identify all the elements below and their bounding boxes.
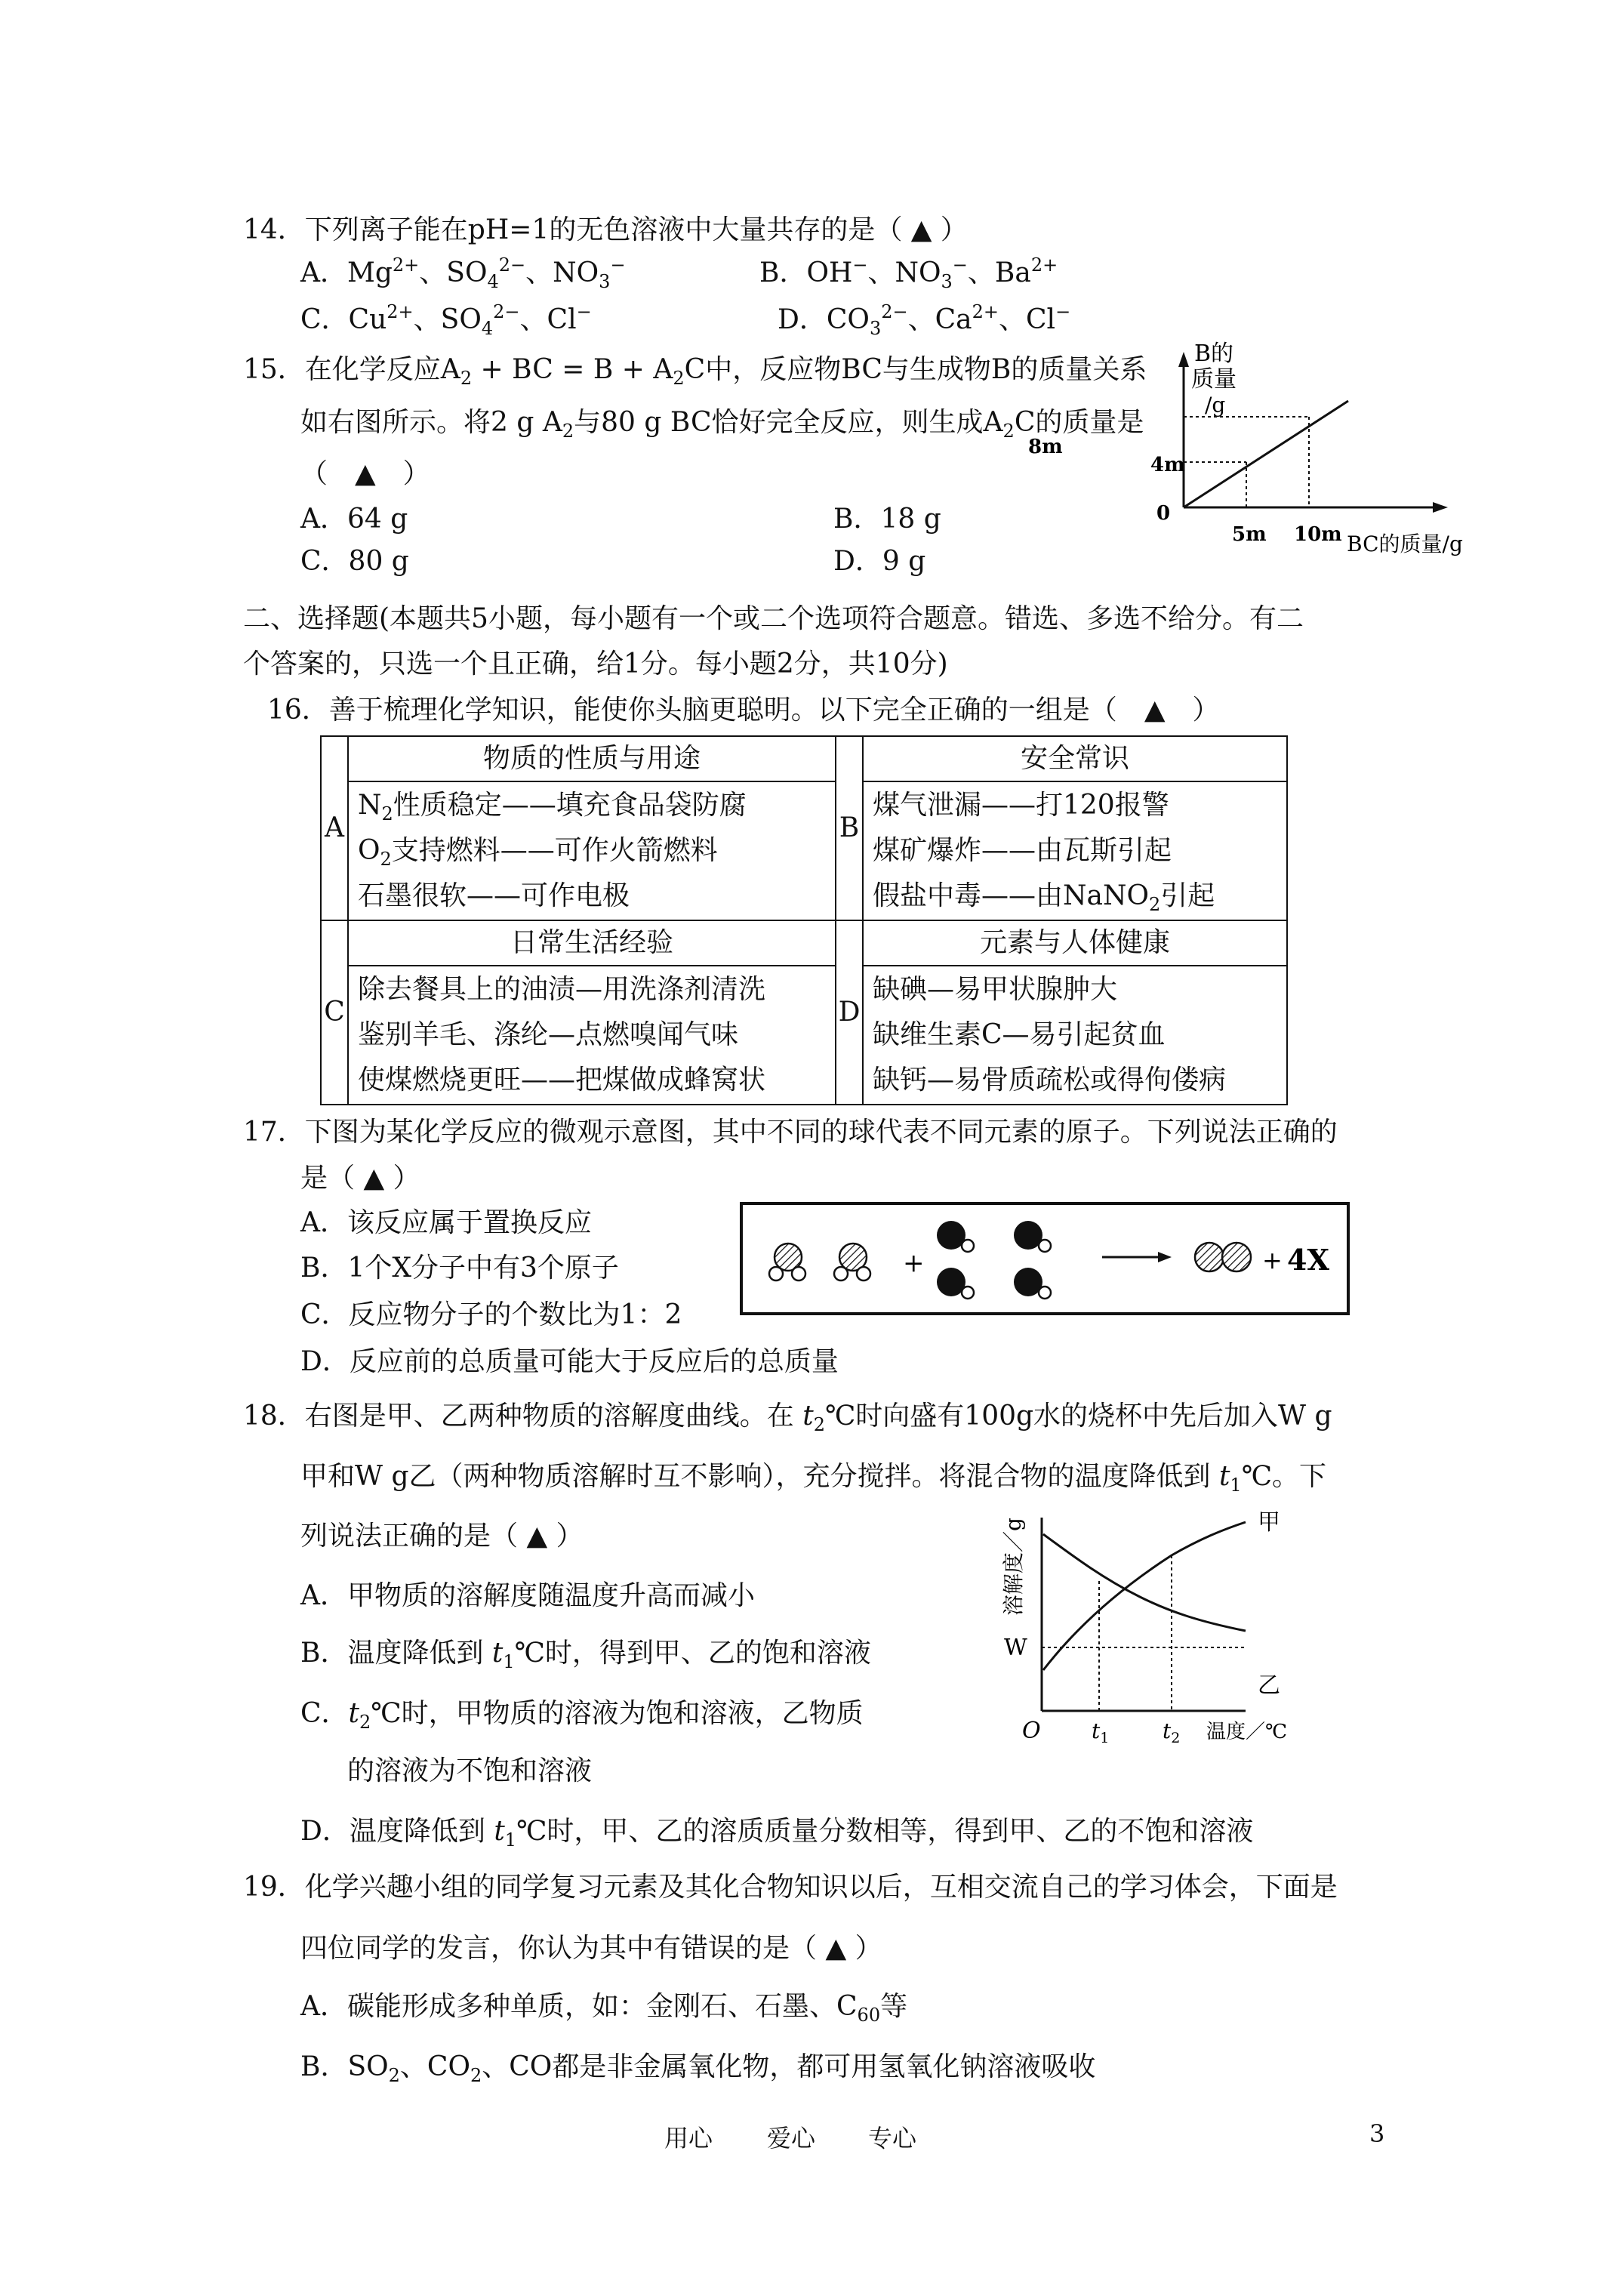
q19-option-b: B．$SO_2$、$CO_2$、CO都是非金属氧化物，都可用氢氧化钠溶液吸收 bbox=[300, 2051, 1096, 2086]
q17-option-b: B．1个X分子中有3个原子 bbox=[300, 1253, 619, 1284]
q14-option-a: A．$Mg^{2+}$、$SO_4^{2-}$、$NO_3^-$ bbox=[300, 254, 626, 292]
q17-molecule-reactant-1 bbox=[769, 1244, 805, 1281]
q17-molecule-reactant-3 bbox=[937, 1221, 974, 1252]
q15-origin: 0 bbox=[1156, 502, 1171, 525]
q15-tick-5m: 5m bbox=[1232, 523, 1267, 546]
q18-origin: O bbox=[1022, 1718, 1041, 1744]
q15-y-arrow bbox=[1178, 352, 1189, 367]
q16-a-line1: $N_2$性质稳定——填充食品袋防腐 bbox=[358, 790, 747, 824]
q16-body-c bbox=[348, 966, 836, 1105]
q15-y-label-2: 质量 bbox=[1191, 366, 1236, 393]
q15-x-arrow bbox=[1433, 502, 1448, 513]
q18-option-d: D．温度降低到 $t_1℃$时，甲、乙的溶质质量分数相等，得到甲、乙的不饱和溶液 bbox=[300, 1816, 1254, 1851]
q18-option-c-cont: 的溶液为不饱和溶液 bbox=[347, 1755, 593, 1786]
q17-molecule-product bbox=[1195, 1243, 1251, 1271]
q16-b-line3: 假盐中毒——由NaNO$_2$引起 bbox=[873, 880, 1215, 915]
q16-b-line1: 煤气泄漏——打120报警 bbox=[873, 790, 1169, 821]
q17-option-a: A．该反应属于置换反应 bbox=[300, 1207, 593, 1238]
q18-label-jia: 甲 bbox=[1258, 1509, 1280, 1536]
q15-x-label: BC的质量/g bbox=[1347, 532, 1463, 556]
q16-a-line3: 石墨很软——可作电极 bbox=[358, 880, 630, 911]
q18-option-a: A．甲物质的溶解度随温度升高而减小 bbox=[300, 1580, 756, 1611]
q15-stem-line2: 如右图所示。将2 g $A_2$与80 g BC恰好完全反应，则生成$A_2C$的质量是 bbox=[300, 407, 1144, 442]
q16-head-b: 安全常识 bbox=[863, 736, 1287, 781]
footer-motto-3: 专心 bbox=[868, 2124, 917, 2153]
q16-head-c: 日常生活经验 bbox=[348, 920, 836, 966]
q19-option-a: A．碳能形成多种单质，如：金刚石、石墨、$C_{60}$等 bbox=[300, 1991, 908, 2026]
q17-molecule-reactant-5 bbox=[1014, 1221, 1051, 1252]
q16-d-line2: 缺维生素C—易引起贫血 bbox=[873, 1019, 1166, 1050]
q17-molecule-reactant-2 bbox=[834, 1244, 870, 1281]
q16-d-line1: 缺碘—易甲状腺肿大 bbox=[873, 974, 1118, 1005]
q18-t1-label: $t_1$ bbox=[1092, 1718, 1110, 1746]
q18-option-b: B．温度降低到 $t_1℃$时，得到甲、乙的饱和溶液 bbox=[300, 1638, 871, 1672]
q15-tick-4m: 4m bbox=[1150, 454, 1185, 476]
q18-t2-label: $t_2$ bbox=[1163, 1718, 1181, 1746]
q16-stem: 16．善于梳理化学知识，能使你头脑更聪明。以下完全正确的一组是（ ▲ ） bbox=[267, 694, 1220, 726]
footer-motto-2: 爱心 bbox=[767, 2124, 816, 2153]
q15-stem-line3: （ ▲ ） bbox=[300, 458, 430, 489]
q14-option-c: C．$Cu^{2+}$、$SO_4^{2-}$、Cl− bbox=[300, 301, 592, 339]
q17-plus-2: + bbox=[1262, 1246, 1283, 1274]
q16-label-c: C bbox=[321, 920, 348, 1105]
q18-line3: 列说法正确的是（ ▲ ） bbox=[300, 1520, 584, 1552]
q17-reaction-diagram bbox=[740, 1202, 1351, 1317]
q19-line2: 四位同学的发言，你认为其中有错误的是（ ▲ ） bbox=[300, 1932, 882, 1964]
q16-label-d: D bbox=[836, 920, 863, 1105]
q17-molecule-reactant-4 bbox=[937, 1268, 974, 1299]
q15-tick-8m: 8m bbox=[1028, 436, 1063, 458]
q16-c-line1: 除去餐具上的油渍—用洗涤剂清洗 bbox=[358, 974, 766, 1005]
q15-option-b: B．18 g bbox=[833, 504, 941, 535]
q18-line1: 18．右图是甲、乙两种物质的溶解度曲线。在 $t_2℃$时向盛有100g水的烧杯中先后加入W g bbox=[243, 1401, 1332, 1435]
page-number: 3 bbox=[1369, 2119, 1385, 2148]
q15-option-a: A．64 g bbox=[300, 504, 408, 535]
q16-a-line2: $O_2$支持燃料——可作火箭燃料 bbox=[358, 835, 718, 870]
q16-body-d bbox=[863, 966, 1287, 1105]
q16-head-d: 元素与人体健康 bbox=[863, 920, 1287, 966]
q14-option-d: D．$CO_3^{2-}$、$Ca^{2+}$、Cl− bbox=[778, 301, 1071, 339]
q19-line1: 19．化学兴趣小组的同学复习元素及其化合物知识以后，互相交流自己的学习体会，下面是 bbox=[243, 1872, 1338, 1903]
q18-option-c: C．$t_2℃$时，甲物质的溶液为饱和溶液，乙物质 bbox=[300, 1698, 864, 1733]
q16-c-line3: 使煤燃烧更旺——把煤做成蜂窝状 bbox=[358, 1065, 766, 1096]
q17-option-d: D．反应前的总质量可能大于反应后的总质量 bbox=[300, 1346, 839, 1377]
q18-line2: 甲和W g乙（两种物质溶解时互不影响），充分搅拌。将混合物的温度降低到 $t_1℃$。下 bbox=[300, 1461, 1326, 1496]
q15-option-c: C．80 g bbox=[300, 546, 409, 577]
q15-tick-10m: 10m bbox=[1294, 523, 1342, 546]
q14-option-b: B．OH−、$NO_3^-$、$Ba^{2+}$ bbox=[759, 254, 1058, 292]
q16-head-a: 物质的性质与用途 bbox=[348, 736, 836, 781]
q18-w-label: W bbox=[1004, 1635, 1027, 1661]
q16-label-a: A bbox=[321, 736, 348, 920]
q18-y-label: 溶解度／g bbox=[1001, 1518, 1026, 1616]
q15-stem-line1: 15．在化学反应$A_2$ + BC = $B + A_2C$中，反应物BC与生成物B的质量关系 bbox=[243, 354, 1147, 389]
q16-c-line2: 鉴别羊毛、涤纶—点燃嗅闻气味 bbox=[358, 1019, 739, 1050]
q17-option-c: C．反应物分子的个数比为1：2 bbox=[300, 1299, 682, 1330]
q15-mass-graph bbox=[1027, 332, 1495, 574]
q16-body-b bbox=[863, 781, 1287, 920]
q18-solubility-chart bbox=[989, 1502, 1313, 1759]
q16-d-line3: 缺钙—易骨质疏松或得佝偻病 bbox=[873, 1065, 1227, 1096]
q18-curve-yi bbox=[1043, 1534, 1246, 1631]
footer-motto-1: 用心 bbox=[664, 2124, 713, 2153]
q17-arrow-head bbox=[1158, 1252, 1172, 1262]
q17-plus-1: + bbox=[903, 1248, 925, 1278]
q16-label-b: B bbox=[836, 736, 863, 920]
q15-option-d: D．9 g bbox=[833, 546, 926, 577]
q15-y-label-3: /g bbox=[1205, 393, 1226, 418]
section2-line2: 个答案的，只选一个且正确，给1分。每小题2分，共10分) bbox=[243, 649, 948, 680]
q18-label-yi: 乙 bbox=[1258, 1672, 1280, 1699]
q17-stem-line1: 17．下图为某化学反应的微观示意图，其中不同的球代表不同元素的原子。下列说法正确的 bbox=[243, 1117, 1338, 1148]
q15-y-label-1: B的 bbox=[1194, 341, 1234, 367]
section2-line1: 二、选择题(本题共5小题，每小题有一个或二个选项符合题意。错选、多选不给分。有二 bbox=[243, 603, 1304, 634]
q17-molecule-reactant-6 bbox=[1014, 1268, 1051, 1299]
q18-x-label: 温度／℃ bbox=[1206, 1721, 1288, 1743]
q14-stem: 14．下列离子能在pH=1的无色溶液中大量共存的是（ ▲ ） bbox=[243, 214, 968, 245]
q16-body-a bbox=[348, 781, 836, 920]
q17-product-x: 4X bbox=[1287, 1243, 1329, 1277]
q17-stem-line2: 是（ ▲ ） bbox=[300, 1162, 420, 1194]
q16-b-line2: 煤矿爆炸——由瓦斯引起 bbox=[873, 835, 1172, 866]
q16-knowledge-table bbox=[320, 735, 1288, 1105]
